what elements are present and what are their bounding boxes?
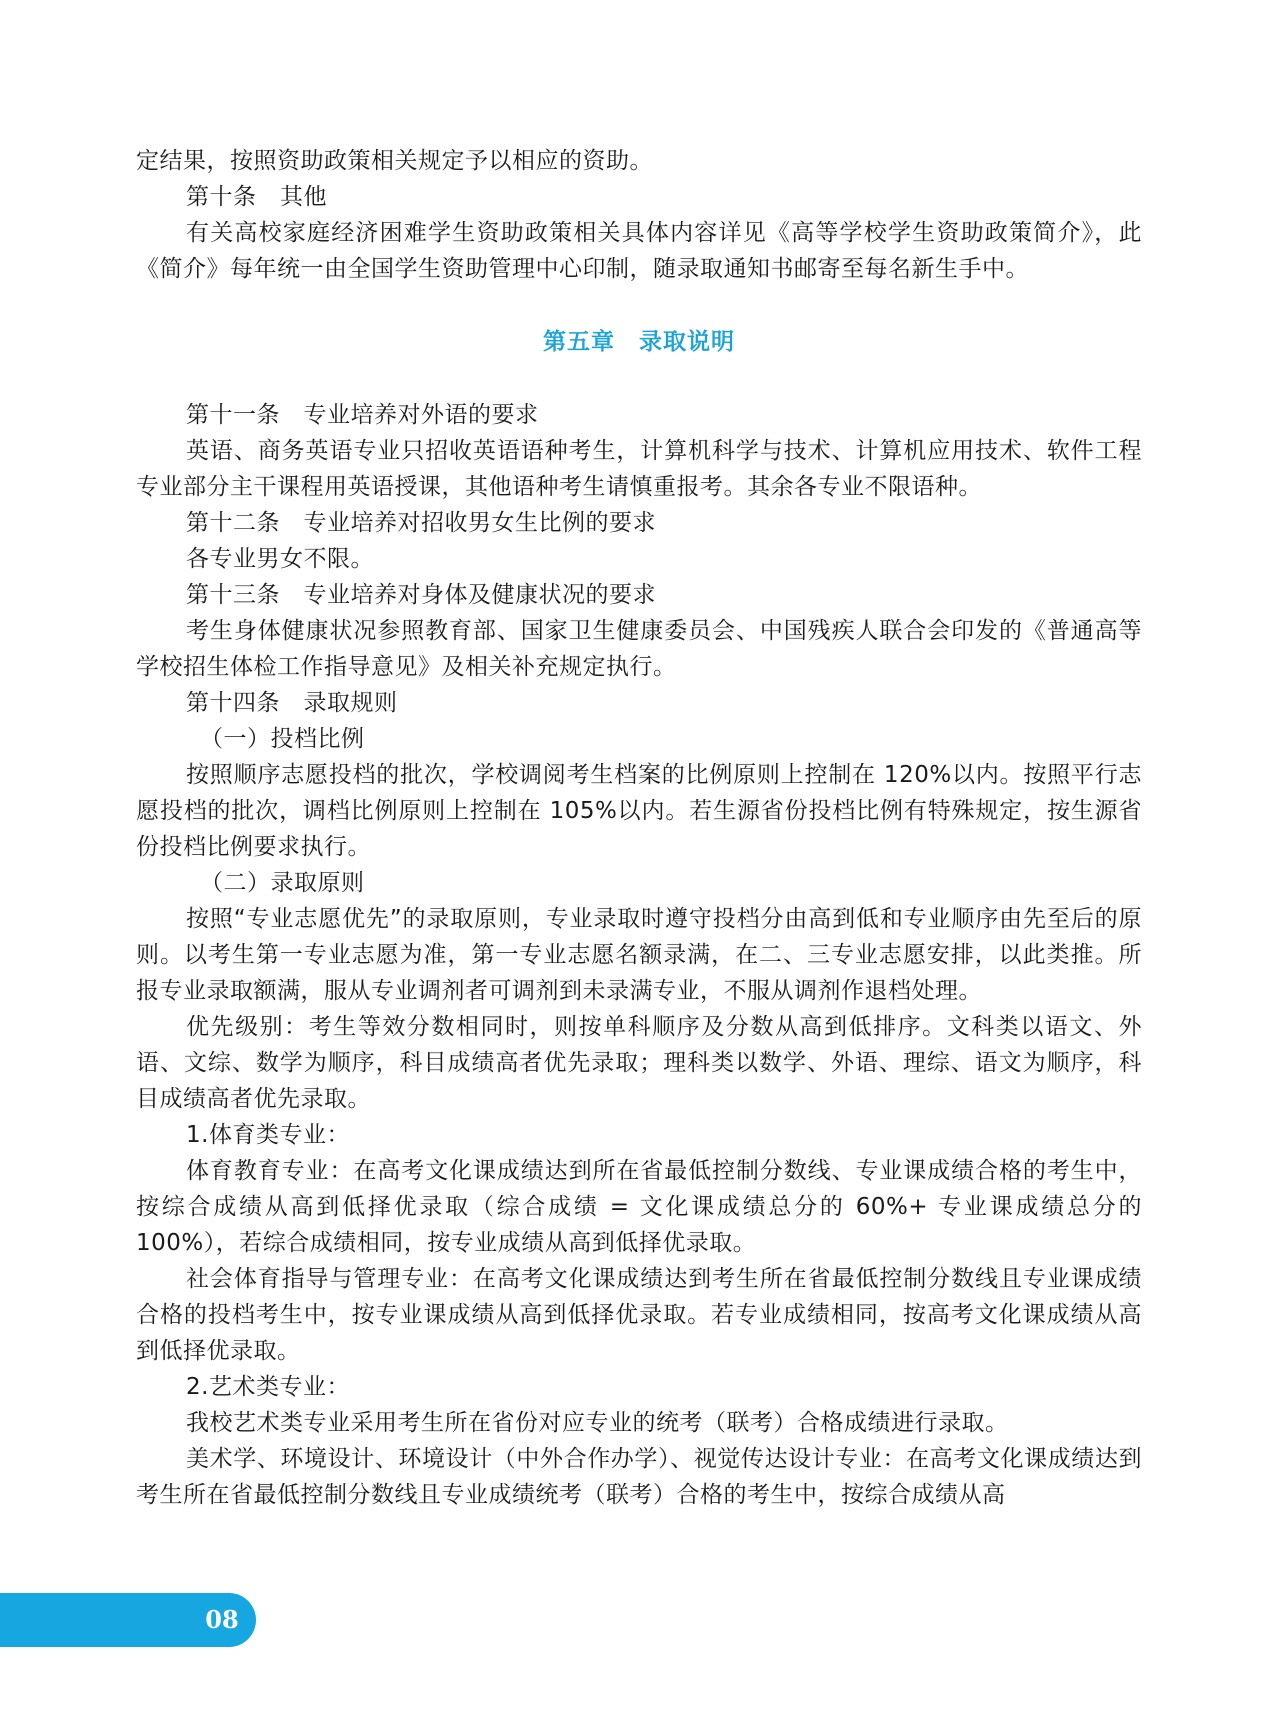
page-number: 08 (205, 1605, 239, 1634)
pe-major-rule: 体育教育专业：在高考文化课成绩达到所在省最低控制分数线、专业课成绩合格的考生中，按综合成绩从高到低择优录取（综合成绩 = 文化课成绩总分的 60%+ 专业课成绩总分的 100%），若综合成绩相同，按专业成绩从高到低择优录取。 (136, 1158, 1142, 1256)
section-1-body: 按照顺序志愿投档的批次，学校调阅考生档案的比例原则上控制在 120%以内。按照平行志愿投档的批次，调档比例原则上控制在 105%以内。若生源省份投档比例有特殊规定，按生源省份投档比例要求执行。 (136, 762, 1142, 860)
article-13-body: 考生身体健康状况参照教育部、国家卫生健康委员会、中国残疾人联合会印发的《普通高等学校招生体检工作指导意见》及相关补充规定执行。 (136, 618, 1142, 680)
article-11-heading: 第十一条 专业培养对外语的要求 (186, 402, 539, 428)
art-majors-intro: 我校艺术类专业采用考生所在省份对应专业的统考（联考）合格成绩进行录取。 (186, 1410, 1009, 1436)
priority-rules: 优先级别：考生等效分数相同时，则按单科顺序及分数从高到低排序。文科类以语文、外语、文综、数学为顺序，科目成绩高者优先录取；理科类以数学、外语、理综、语文为顺序，科目成绩高者优先录取。 (136, 1014, 1142, 1112)
article-12-body: 各专业男女不限。 (186, 546, 374, 572)
section-2-body: 按照“专业志愿优先”的录取原则，专业录取时遵守投档分由高到低和专业顺序由先至后的原则。以考生第一专业志愿为准，第一专业志愿名额录满，在二、三专业志愿安排，以此类推。所报专业录取额满，服从专业调剂者可调剂到未录满专业，不服从调剂作退档处理。 (136, 906, 1142, 1004)
chapter-5-title: 第五章 录取说明 (543, 329, 735, 355)
body-text (136, 143, 1142, 1513)
section-2-heading: （二）录取原则 (200, 870, 365, 896)
article-10-heading: 第十条 其他 (186, 184, 327, 210)
section-1-heading: （一）投档比例 (200, 726, 365, 752)
article-10-body: 有关高校家庭经济困难学生资助政策相关具体内容详见《高等学校学生资助政策简介》，此《简介》每年统一由全国学生资助管理中心印制，随录取通知书邮寄至每名新生手中。 (136, 220, 1142, 282)
paragraph-continuation: 定结果，按照资助政策相关规定予以相应的资助。 (136, 148, 653, 174)
article-12-heading: 第十二条 专业培养对招收男女生比例的要求 (186, 510, 656, 536)
art-majors-heading: 2.艺术类专业： (186, 1374, 350, 1400)
article-14-heading: 第十四条 录取规则 (186, 690, 398, 716)
social-sports-major-rule: 社会体育指导与管理专业：在高考文化课成绩达到考生所在省最低控制分数线且专业课成绩合格的投档考生中，按专业课成绩从高到低择优录取。若专业成绩相同，按高考文化课成绩从高到低择优录取。 (136, 1266, 1142, 1364)
article-11-body: 英语、商务英语专业只招收英语语种考生，计算机科学与技术、计算机应用技术、软件工程专业部分主干课程用英语授课，其他语种考生请慎重报考。其余各专业不限语种。 (136, 438, 1142, 500)
article-13-heading: 第十三条 专业培养对身体及健康状况的要求 (186, 582, 656, 608)
sports-majors-heading: 1.体育类专业： (186, 1122, 350, 1148)
art-design-majors-rule: 美术学、环境设计、环境设计（中外合作办学）、视觉传达设计专业：在高考文化课成绩达到考生所在省最低控制分数线且专业成绩统考（联考）合格的考生中，按综合成绩从高 (136, 1446, 1142, 1508)
